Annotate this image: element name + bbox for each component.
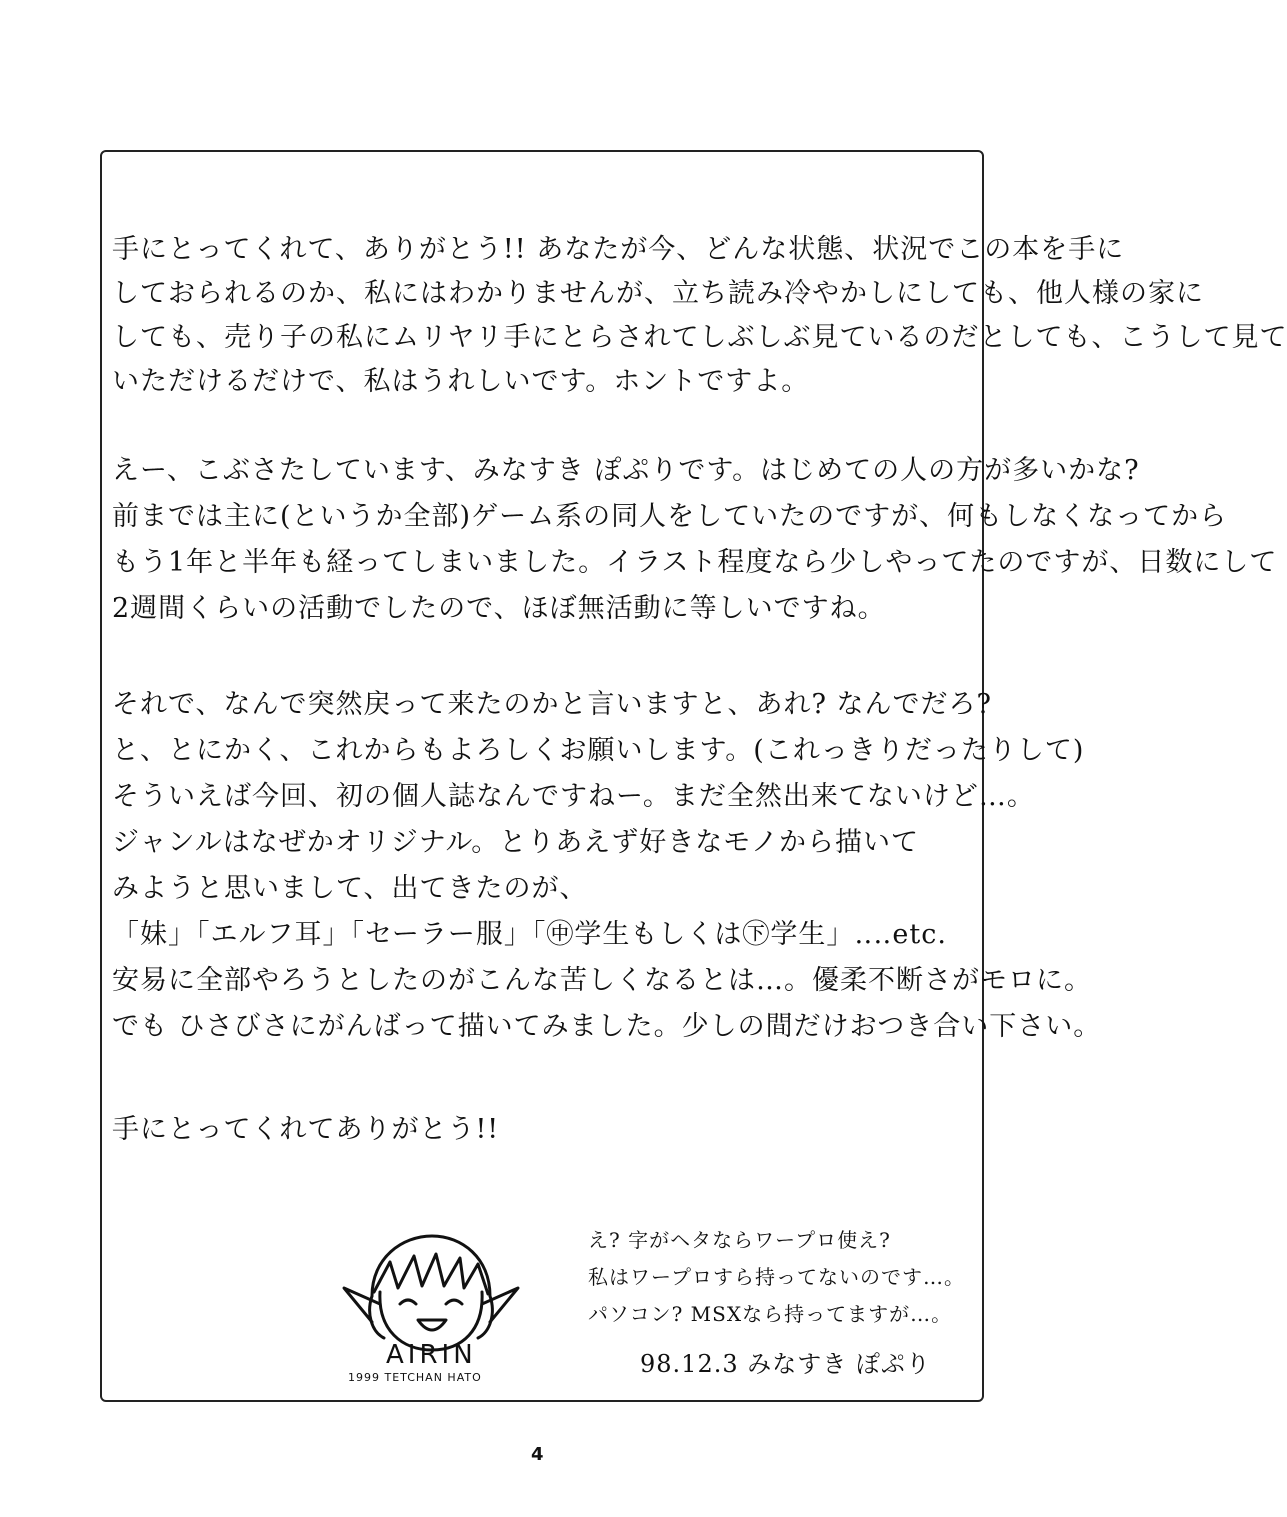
text-line: みようと思いまして、出てきたのが、 — [112, 873, 588, 904]
footer-note — [588, 1222, 968, 1333]
text-line: それで、なんで突然戻って来たのかと言いますと、あれ? なんでだろ? — [112, 689, 992, 720]
text-line: ジャンルはなぜかオリジナル。とりあえず好きなモノから描いて — [112, 827, 920, 858]
mascot-credit: 1999 TETCHAN HATO — [348, 1371, 482, 1384]
text-line: 2週間くらいの活動でしたので、ほぼ無活動に等しいですね。 — [112, 593, 886, 624]
text-line: いただけるだけで、私はうれしいです。ホントですよ。 — [112, 366, 810, 397]
text-line: えー、こぶさたしています、みなすき ぽぷりです。はじめての人の方が多いかな? — [112, 455, 1140, 486]
text-line: 私はワープロすら持ってないのです…。 — [588, 1265, 965, 1289]
text-line: と、とにかく、これからもよろしくお願いします。(これっきりだったりして) — [112, 735, 1085, 766]
text-line: 「妹」「エルフ耳」「セーラー服」「㊥学生もしくは㊦学生」‥‥etc. — [112, 919, 947, 950]
intro-paragraph — [112, 228, 1287, 404]
text-line: そういえば今回、初の個人誌なんですねー。まだ全然出来てないけど…。 — [112, 781, 1035, 812]
text-line: 手にとってくれて、ありがとう!! あなたが今、どんな状態、状況でこの本を手に — [112, 234, 1125, 265]
story-paragraph — [112, 682, 1102, 1050]
text-line: 安易に全部やろうとしたのがこんな苦しくなるとは…。優柔不断さがモロに。 — [112, 965, 1092, 996]
mascot-name: AIRIN — [386, 1340, 477, 1370]
text-line: え? 字がヘタならワープロ使え? — [588, 1228, 891, 1252]
text-line: 前までは主に(というか全部)ゲーム系の同人をしていたのですが、何もしなくなってから — [112, 501, 1228, 532]
date-signature: 98.12.3 みなすき ぽぷり — [640, 1350, 931, 1378]
text-line: しておられるのか、私にはわかりませんが、立ち読み冷やかしにしても、他人様の家に — [112, 278, 1204, 309]
greeting-paragraph — [112, 448, 1278, 632]
text-line: でも ひさびさにがんばって描いてみました。少しの間だけおつき合い下さい。 — [112, 1011, 1102, 1042]
page-number: 4 — [531, 1444, 544, 1465]
text-line: 手にとってくれてありがとう!! — [112, 1114, 500, 1145]
text-line: しても、売り子の私にムリヤリ手にとらされてしぶしぶ見ているのだとしても、こうして見て — [112, 322, 1287, 353]
text-line: もう1年と半年も経ってしまいました。イラスト程度なら少しやってたのですが、日数にして — [112, 547, 1278, 578]
text-line: パソコン? MSXなら持ってますが…。 — [588, 1302, 953, 1326]
closing-paragraph — [112, 1108, 972, 1152]
